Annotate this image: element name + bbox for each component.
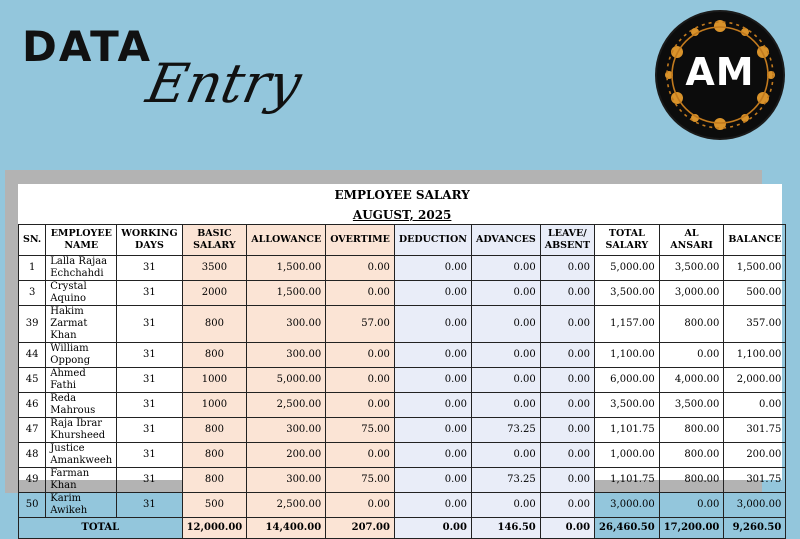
cell-advances[interactable]: 73.25 (471, 468, 540, 493)
header-allowance: ALLOWANCE (247, 225, 326, 256)
cell-advances[interactable]: 0.00 (471, 306, 540, 343)
total-deduction: 0.00 (394, 518, 471, 539)
cell-advances[interactable]: 0.00 (471, 393, 540, 418)
header-working-days: WORKING DAYS (117, 225, 182, 256)
cell-allowance[interactable]: 200.00 (247, 443, 326, 468)
cell-sn[interactable]: 1 (19, 256, 46, 281)
cell-working-days[interactable]: 31 (117, 468, 182, 493)
cell-total-salary[interactable]: 1,101.75 (595, 418, 660, 443)
cell-employee-name[interactable]: Hakim Zarmat Khan (46, 306, 117, 343)
cell-al-ansari[interactable]: 4,000.00 (659, 368, 724, 393)
cell-deduction[interactable]: 0.00 (394, 493, 471, 518)
cell-allowance[interactable]: 1,500.00 (247, 256, 326, 281)
cell-overtime[interactable]: 0.00 (326, 281, 395, 306)
cell-employee-name[interactable]: Raja Ibrar Khursheed (46, 418, 117, 443)
table-row (19, 306, 786, 343)
header-deduction: DEDUCTION (394, 225, 471, 256)
total-leave: 0.00 (540, 518, 594, 539)
cell-leave-absent[interactable]: 0.00 (540, 468, 594, 493)
header-balance: BALANCE (724, 225, 786, 256)
cell-allowance[interactable]: 300.00 (247, 468, 326, 493)
cell-working-days[interactable]: 31 (117, 256, 182, 281)
cell-overtime[interactable]: 0.00 (326, 256, 395, 281)
cell-allowance[interactable]: 300.00 (247, 306, 326, 343)
cell-balance[interactable]: 301.75 (724, 418, 786, 443)
cell-employee-name[interactable]: Ahmed Fathi (46, 368, 117, 393)
total-advances: 146.50 (471, 518, 540, 539)
header-overtime: OVERTIME (326, 225, 395, 256)
cell-sn[interactable]: 50 (19, 493, 46, 518)
total-label: TOTAL (19, 518, 183, 539)
total-overtime: 207.00 (326, 518, 395, 539)
cell-leave-absent[interactable]: 0.00 (540, 443, 594, 468)
cell-working-days[interactable]: 31 (117, 368, 182, 393)
cell-al-ansari[interactable]: 800.00 (659, 443, 724, 468)
cell-advances[interactable]: 73.25 (471, 418, 540, 443)
cell-balance[interactable]: 1,500.00 (724, 256, 786, 281)
cell-overtime[interactable]: 0.00 (326, 443, 395, 468)
badge-am-text: AM (685, 50, 755, 94)
table-row (19, 343, 786, 368)
logo-data-text: DATA (22, 22, 153, 71)
cell-advances[interactable]: 0.00 (471, 368, 540, 393)
total-allowance: 14,400.00 (247, 518, 326, 539)
cell-deduction[interactable]: 0.00 (394, 443, 471, 468)
cell-leave-absent[interactable]: 0.00 (540, 256, 594, 281)
cell-balance[interactable]: 1,100.00 (724, 343, 786, 368)
cell-working-days[interactable]: 31 (117, 281, 182, 306)
cell-al-ansari[interactable]: 3,000.00 (659, 281, 724, 306)
cell-balance[interactable]: 2,000.00 (724, 368, 786, 393)
cell-leave-absent[interactable]: 0.00 (540, 306, 594, 343)
header-employee-name: EMPLOYEE NAME (46, 225, 117, 256)
cell-total-salary[interactable]: 6,000.00 (595, 368, 660, 393)
cell-al-ansari[interactable]: 3,500.00 (659, 256, 724, 281)
table-row (19, 493, 786, 518)
cell-employee-name[interactable]: Lalla Rajaa Echchahdi (46, 256, 117, 281)
cell-allowance[interactable]: 300.00 (247, 418, 326, 443)
table-row (19, 468, 786, 493)
cell-deduction[interactable]: 0.00 (394, 343, 471, 368)
cell-total-salary[interactable]: 1,100.00 (595, 343, 660, 368)
table-row (19, 368, 786, 393)
cell-allowance[interactable]: 1,500.00 (247, 281, 326, 306)
cell-basic-salary[interactable]: 1000 (182, 393, 247, 418)
cell-working-days[interactable]: 31 (117, 306, 182, 343)
cell-sn[interactable]: 39 (19, 306, 46, 343)
cell-overtime[interactable]: 0.00 (326, 393, 395, 418)
cell-balance[interactable]: 200.00 (724, 443, 786, 468)
cell-basic-salary[interactable]: 3500 (182, 256, 247, 281)
cell-leave-absent[interactable]: 0.00 (540, 493, 594, 518)
cell-leave-absent[interactable]: 0.00 (540, 343, 594, 368)
table-row (19, 393, 786, 418)
cell-balance[interactable]: 357.00 (724, 306, 786, 343)
cell-overtime[interactable]: 57.00 (326, 306, 395, 343)
cell-employee-name[interactable]: Crystal Aquino (46, 281, 117, 306)
cell-basic-salary[interactable]: 800 (182, 343, 247, 368)
cell-basic-salary[interactable]: 800 (182, 418, 247, 443)
table-row (19, 443, 786, 468)
cell-leave-absent[interactable]: 0.00 (540, 418, 594, 443)
header-al-ansari: AL ANSARI (659, 225, 724, 256)
cell-deduction[interactable]: 0.00 (394, 418, 471, 443)
cell-advances[interactable]: 0.00 (471, 281, 540, 306)
table-row (19, 256, 786, 281)
cell-leave-absent[interactable]: 0.00 (540, 368, 594, 393)
cell-advances[interactable]: 0.00 (471, 443, 540, 468)
cell-al-ansari[interactable]: 800.00 (659, 306, 724, 343)
cell-allowance[interactable]: 2,500.00 (247, 393, 326, 418)
cell-employee-name[interactable]: William Oppong (46, 343, 117, 368)
cell-working-days[interactable]: 31 (117, 418, 182, 443)
cell-sn[interactable]: 3 (19, 281, 46, 306)
cell-overtime[interactable]: 0.00 (326, 343, 395, 368)
cell-total-salary[interactable]: 1,157.00 (595, 306, 660, 343)
cell-al-ansari[interactable]: 3,500.00 (659, 393, 724, 418)
cell-allowance[interactable]: 2,500.00 (247, 493, 326, 518)
cell-working-days[interactable]: 31 (117, 493, 182, 518)
total-total-salary: 26,460.50 (595, 518, 660, 539)
cell-employee-name[interactable]: Reda Mahrous (46, 393, 117, 418)
cell-sn[interactable]: 45 (19, 368, 46, 393)
cell-total-salary[interactable]: 1,101.75 (595, 468, 660, 493)
sheet-title: EMPLOYEE SALARY (334, 188, 470, 202)
total-basic: 12,000.00 (182, 518, 247, 539)
cell-sn[interactable]: 49 (19, 468, 46, 493)
header-sn: SN. (19, 225, 46, 256)
cell-employee-name[interactable]: Karim Awikeh (46, 493, 117, 518)
cell-al-ansari[interactable]: 800.00 (659, 468, 724, 493)
header-basic-salary: BASIC SALARY (182, 225, 247, 256)
salary-table (18, 184, 786, 539)
cell-al-ansari[interactable]: 0.00 (659, 493, 724, 518)
total-balance: 9,260.50 (724, 518, 786, 539)
cell-balance[interactable]: 500.00 (724, 281, 786, 306)
cell-sn[interactable]: 47 (19, 418, 46, 443)
header-total-salary: TOTAL SALARY (595, 225, 660, 256)
cell-total-salary[interactable]: 3,500.00 (595, 393, 660, 418)
cell-deduction[interactable]: 0.00 (394, 306, 471, 343)
cell-advances[interactable]: 0.00 (471, 256, 540, 281)
cell-sn[interactable]: 46 (19, 393, 46, 418)
cell-deduction[interactable]: 0.00 (394, 256, 471, 281)
cell-overtime[interactable]: 0.00 (326, 368, 395, 393)
cell-deduction[interactable]: 0.00 (394, 468, 471, 493)
cell-total-salary[interactable]: 3,500.00 (595, 281, 660, 306)
cell-al-ansari[interactable]: 0.00 (659, 343, 724, 368)
cell-employee-name[interactable]: Farman Khan (46, 468, 117, 493)
cell-working-days[interactable]: 31 (117, 343, 182, 368)
cell-employee-name[interactable]: Justice Amankweeh (46, 443, 117, 468)
cell-sn[interactable]: 48 (19, 443, 46, 468)
cell-balance[interactable]: 0.00 (724, 393, 786, 418)
cell-advances[interactable]: 0.00 (471, 493, 540, 518)
cell-overtime[interactable]: 75.00 (326, 468, 395, 493)
cell-balance[interactable]: 3,000.00 (724, 493, 786, 518)
am-badge-logo (657, 12, 783, 138)
cell-working-days[interactable]: 31 (117, 443, 182, 468)
table-row (19, 281, 786, 306)
cell-total-salary[interactable]: 5,000.00 (595, 256, 660, 281)
table-row (19, 418, 786, 443)
logo-entry-text: Entry (141, 52, 307, 115)
total-row (19, 518, 786, 539)
cell-deduction[interactable]: 0.00 (394, 393, 471, 418)
cell-overtime[interactable]: 0.00 (326, 493, 395, 518)
cell-leave-absent[interactable]: 0.00 (540, 281, 594, 306)
cell-allowance[interactable]: 5,000.00 (247, 368, 326, 393)
cell-basic-salary[interactable]: 800 (182, 306, 247, 343)
cell-basic-salary[interactable]: 800 (182, 468, 247, 493)
cell-sn[interactable]: 44 (19, 343, 46, 368)
cell-deduction[interactable]: 0.00 (394, 281, 471, 306)
header-advances: ADVANCES (471, 225, 540, 256)
cell-total-salary[interactable]: 3,000.00 (595, 493, 660, 518)
cell-leave-absent[interactable]: 0.00 (540, 393, 594, 418)
header-leave-absent: LEAVE/ ABSENT (540, 225, 594, 256)
cell-allowance[interactable]: 300.00 (247, 343, 326, 368)
cell-al-ansari[interactable]: 800.00 (659, 418, 724, 443)
cell-total-salary[interactable]: 1,000.00 (595, 443, 660, 468)
cell-balance[interactable]: 301.75 (724, 468, 786, 493)
cell-basic-salary[interactable]: 500 (182, 493, 247, 518)
cell-advances[interactable]: 0.00 (471, 343, 540, 368)
sheet-period: AUGUST, 2025 (19, 206, 786, 225)
cell-deduction[interactable]: 0.00 (394, 368, 471, 393)
cell-overtime[interactable]: 75.00 (326, 418, 395, 443)
cell-working-days[interactable]: 31 (117, 393, 182, 418)
cell-basic-salary[interactable]: 1000 (182, 368, 247, 393)
total-al-ansari: 17,200.00 (659, 518, 724, 539)
cell-basic-salary[interactable]: 800 (182, 443, 247, 468)
cell-basic-salary[interactable]: 2000 (182, 281, 247, 306)
